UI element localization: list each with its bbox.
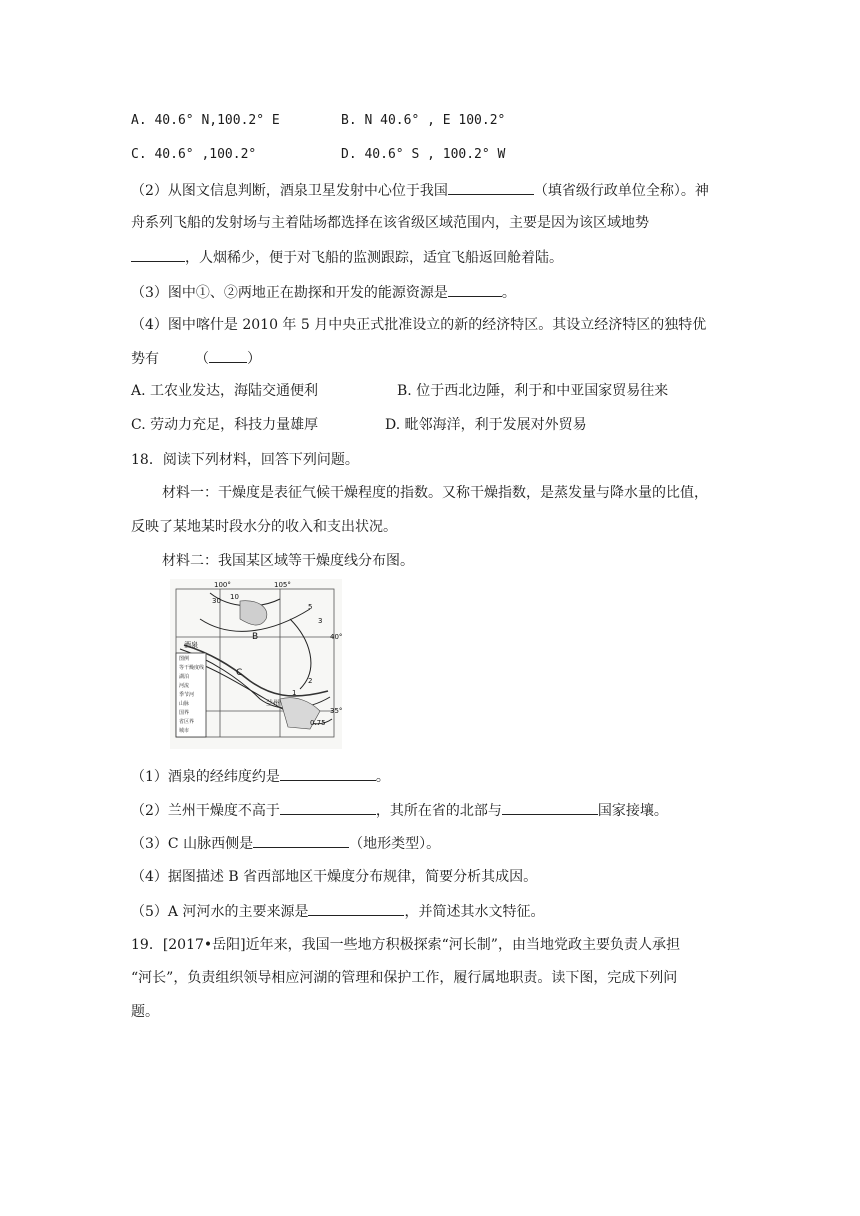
q18-subq-2 [131,800,668,821]
contour-label-5: 5 [308,603,313,611]
legend-item: 山脉 [179,701,190,707]
q18-subq-5 [131,901,544,922]
option-a: A. 40.6° N,100.2° E [131,113,280,128]
answer-blank[interactable] [502,800,598,815]
subq-4-line2 [131,348,261,369]
lon-label-100: 100° [214,581,231,589]
option-d: D. 40.6° S , 100.2° W [341,147,506,162]
q18-subq-5-text-b: ，并简述其水文特征。 [404,904,545,920]
option-c: C. 40.6° ,100.2° [131,147,257,162]
city-label-lanzhou: 兰州 [266,699,280,707]
question-19-line1: 19．[2017•岳阳]近年来，我国一些地方积极探索“河长制”，由当地党政主要负责人承担 [131,937,680,953]
q18-subq-2-text-b: ，其所在省的北部与 [375,803,502,819]
legend-item: 国界 [179,710,190,716]
aridity-map [170,579,342,749]
question-19-line3: 题。 [131,1004,159,1020]
lat-label-35: 35° [330,707,342,715]
contour-label-2: 2 [308,677,313,685]
contour-label-1: 1 [292,689,297,697]
lon-label-105: 105° [274,581,291,589]
subq-2-text-a: （2）从图文信息判断，酒泉卫星发射中心位于我国 [131,183,448,199]
q18-subq-1-end: 。 [375,769,390,785]
q18-subq-3-text-b: （地形类型）。 [349,836,441,852]
answer-blank[interactable] [280,766,376,781]
legend-item: 省区界 [179,719,195,725]
subq-2-text-b: （填省级行政单位全称）。神 [533,183,709,199]
contour-label-10: 10 [230,593,239,601]
region-label-c: C [236,668,243,678]
subq-3 [131,282,516,303]
subq-3-text-a: （3）图中①、②两地正在勘探和开发的能源资源是 [131,285,448,301]
subq-2-line3 [131,247,563,268]
contour-label-3: 3 [318,617,323,625]
legend-item: 季节河 [179,692,195,698]
answer-blank[interactable] [308,901,404,916]
legend-item: 湖泊 [179,674,190,680]
subq-3-text-b: 。 [501,285,516,301]
q18-subq-3-text-a: （3）C 山脉西侧是 [131,836,254,852]
region-label-b: B [252,632,259,642]
q18-subq-2-text-c: 国家接壤。 [597,803,668,819]
q18-subq-1 [131,766,390,787]
answer-blank[interactable] [253,833,349,848]
option-b: B. N 40.6° , E 100.2° [341,113,506,128]
material-1-line1: 材料一：干燥度是表征气候干燥程度的指数。又称干燥指数，是蒸发量与降水量的比值， [162,485,708,501]
q18-subq-4: （4）据图描述 B 省西部地区干燥度分布规律，简要分析其成因。 [131,869,538,885]
question-19-line2: “河长”，负责组织领导相应河湖的管理和保护工作，履行属地职责。读下图，完成下列问 [131,970,678,986]
subq-4-line1: （4）图中喀什是 2010 年 5 月中央正式批准设立的新的经济特区。其设立经济特区的独特优 [131,317,707,333]
answer-blank[interactable] [280,800,376,815]
legend-item: 等干燥度线 [179,665,205,671]
subq-2-line2: 舟系列飞船的发射场与主着陆场都选择在该省级区域范围内，主要是因为该区域地势 [131,215,649,231]
contour-label-30: 30 [212,597,221,605]
subq-4-option-d: D. 毗邻海洋，利于发展对外贸易 [385,417,587,433]
q18-subq-3 [131,833,440,854]
subq-4-text-b: 势有 [131,351,159,367]
material-2: 材料二：我国某区域等干燥度线分布图。 [162,553,414,569]
paren-left: （ [195,351,209,367]
subq-4-option-a: A. 工农业发达，海陆交通便利 [131,383,319,399]
question-18-heading: 18．阅读下列材料，回答下列问题。 [131,452,359,468]
material-1-line2: 反映了某地某时段水分的收入和支出状况。 [131,519,397,535]
q18-subq-5-text-a: （5）A 河河水的主要来源是 [131,904,309,920]
subq-4-option-b: B. 位于西北边陲，利于和中亚国家贸易往来 [397,383,669,399]
subq-2-line1 [131,180,709,201]
q18-subq-1-text: （1）酒泉的经纬度约是 [131,769,280,785]
subq-4-option-c: C. 劳动力充足，科技力量雄厚 [131,417,319,433]
subq-2-text-d: ，人烟稀少，便于对飞船的监测跟踪，适宜飞船返回舱着陆。 [185,250,563,266]
contour-label-075: 0.75 [310,719,326,727]
answer-blank[interactable] [448,282,502,297]
lat-label-40: 40° [330,633,342,641]
paren-right: ） [247,351,261,367]
q18-subq-2-text-a: （2）兰州干燥度不高于 [131,803,280,819]
legend-item: 城市 [179,728,190,734]
legend-title: 图例 [179,656,190,662]
answer-blank[interactable] [209,348,247,363]
answer-blank[interactable] [448,180,534,195]
city-label-jiuquan: 酒泉 [184,641,198,649]
legend-item: 河流 [179,683,190,689]
answer-blank[interactable] [131,247,185,262]
